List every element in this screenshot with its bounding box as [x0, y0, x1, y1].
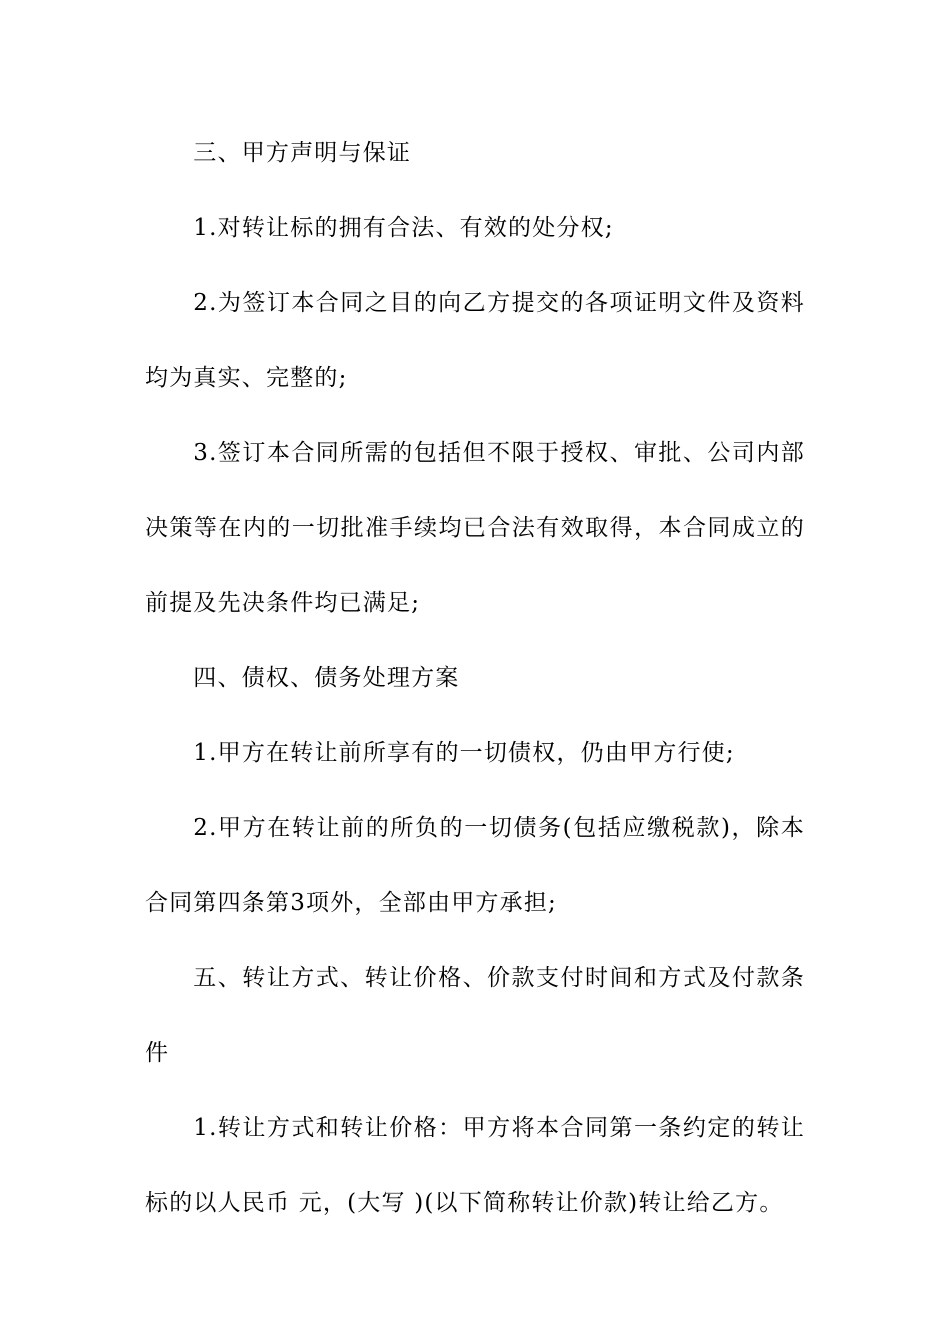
clause-3-3: 3.签订本合同所需的包括但不限于授权、审批、公司内部决策等在内的一切批准手续均已合法有效取得，本合同成立的前提及先决条件均已满足;	[145, 440, 805, 616]
clause-3-1: 1.对转让标的拥有合法、有效的处分权;	[193, 215, 614, 241]
section-heading-5: 五、转让方式、转让价格、价款支付时间和方式及付款条件	[145, 965, 805, 1066]
clause-3-2: 2.为签订本合同之目的向乙方提交的各项证明文件及资料均为真实、完整的;	[145, 290, 805, 391]
clause-4-2: 2.甲方在转让前的所负的一切债务(包括应缴税款)，除本合同第四条第3项外，全部由甲方承担;	[145, 815, 805, 916]
section-heading-4: 四、债权、债务处理方案	[193, 665, 460, 691]
document-body	[145, 116, 805, 1241]
clause-5-1: 1.转让方式和转让价格：甲方将本合同第一条约定的转让标的以人民币 元，(大写 )(以下简称转让价款)转让给乙方。	[145, 1115, 805, 1216]
section-heading-3: 三、甲方声明与保证	[193, 140, 412, 166]
clause-4-1: 1.甲方在转让前所享有的一切债权，仍由甲方行使;	[193, 740, 735, 766]
